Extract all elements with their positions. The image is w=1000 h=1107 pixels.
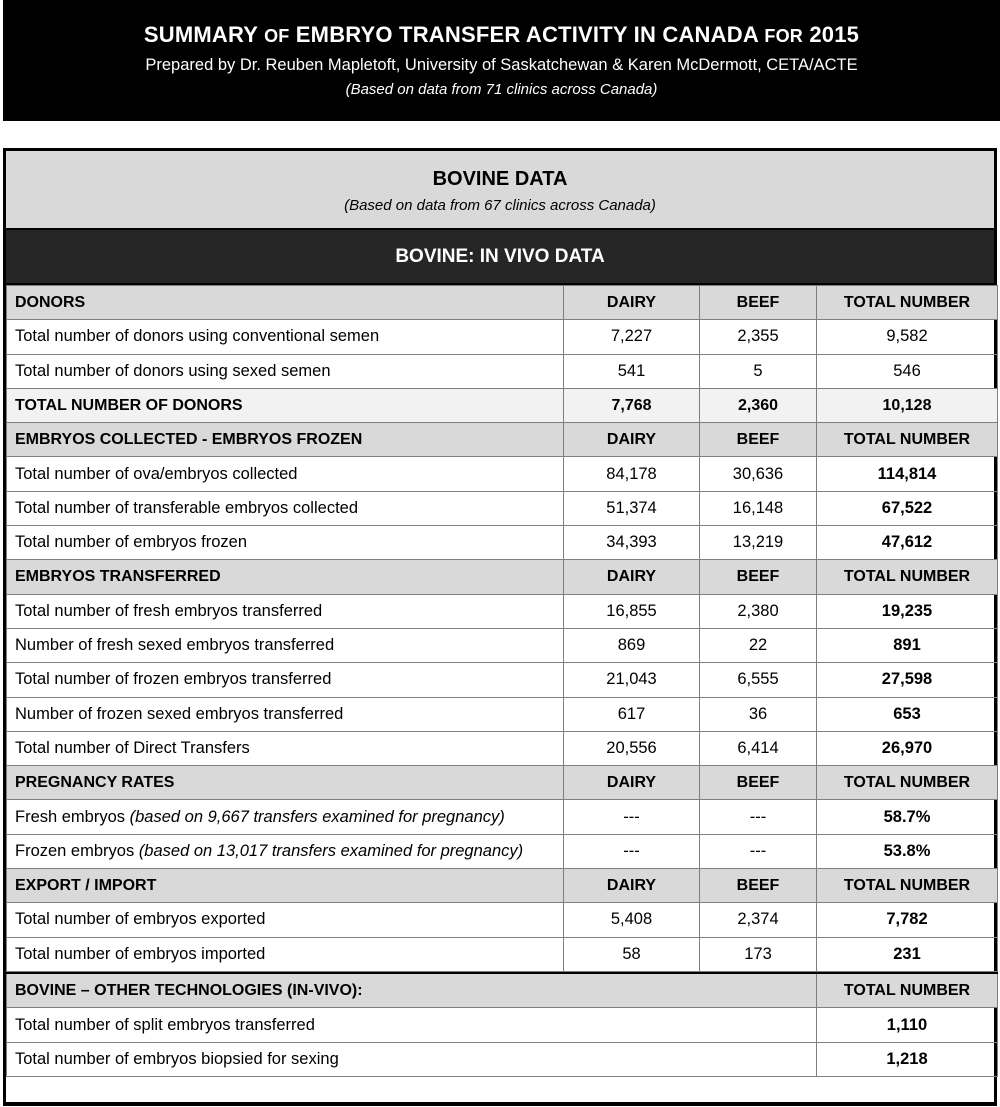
row-label: Total number of frozen embryos transferred: [7, 663, 564, 697]
in-vivo-subheader: BOVINE: IN VIVO DATA: [6, 230, 994, 285]
beef-value: 2,374: [700, 903, 817, 937]
row-label: Total number of embryos exported: [7, 903, 564, 937]
total-column-header: TOTAL NUMBER: [817, 560, 998, 594]
beef-value: ---: [700, 800, 817, 834]
dairy-column-header: DAIRY: [564, 766, 700, 800]
dairy-value: ---: [564, 834, 700, 868]
row-label: TOTAL NUMBER OF DONORS: [7, 388, 564, 422]
beef-value: 22: [700, 628, 817, 662]
donors-header-row: [7, 286, 998, 320]
row-label-text: Fresh embryos: [15, 807, 126, 826]
row-label: Total number of ova/embryos collected: [7, 457, 564, 491]
total-value: 1,218: [817, 1042, 998, 1076]
total-value: 1,110: [817, 1008, 998, 1042]
dairy-column-header: DAIRY: [564, 869, 700, 903]
total-value: 7,782: [817, 903, 998, 937]
dairy-column-header: DAIRY: [564, 560, 700, 594]
other-technologies-table: [6, 972, 998, 1077]
total-value: 891: [817, 628, 998, 662]
dairy-value: 541: [564, 354, 700, 388]
table-row: [7, 1042, 998, 1076]
dairy-column-header: DAIRY: [564, 286, 700, 320]
export-header-row: [7, 869, 998, 903]
total-value: 9,582: [817, 320, 998, 354]
dairy-value: 5,408: [564, 903, 700, 937]
beef-value: 6,555: [700, 663, 817, 697]
table-row: [7, 800, 998, 834]
page-subtitle: Prepared by Dr. Reuben Mapletoft, University of Saskatchewan & Karen McDermott, CETA/ACTE: [145, 56, 858, 74]
bovine-data-sheet: [3, 148, 997, 1106]
total-value: 67,522: [817, 491, 998, 525]
donors-header: DONORS: [7, 286, 564, 320]
table-row: [7, 320, 998, 354]
table-row: [7, 594, 998, 628]
in-vivo-table: [6, 285, 998, 972]
pregnancy-header: PREGNANCY RATES: [7, 766, 564, 800]
dairy-value: 21,043: [564, 663, 700, 697]
total-value: 546: [817, 354, 998, 388]
total-column-header: TOTAL NUMBER: [817, 766, 998, 800]
table-row: [7, 903, 998, 937]
table-row: [7, 457, 998, 491]
row-label: Total number of embryos frozen: [7, 526, 564, 560]
table-row: [7, 491, 998, 525]
total-column-header: TOTAL NUMBER: [817, 869, 998, 903]
beef-column-header: BEEF: [700, 869, 817, 903]
table-row: [7, 526, 998, 560]
dairy-value: 617: [564, 697, 700, 731]
dairy-value: 51,374: [564, 491, 700, 525]
table-row: [7, 354, 998, 388]
beef-value: 5: [700, 354, 817, 388]
row-label-note: (based on 13,017 transfers examined for pregnancy): [138, 841, 524, 860]
row-label: [7, 834, 564, 868]
table-row: [7, 628, 998, 662]
pregnancy-header-row: [7, 766, 998, 800]
total-value: 26,970: [817, 731, 998, 765]
total-value: 27,598: [817, 663, 998, 697]
dairy-value: 20,556: [564, 731, 700, 765]
beef-value: 2,355: [700, 320, 817, 354]
donors-total-row: [7, 388, 998, 422]
dairy-value: ---: [564, 800, 700, 834]
row-label: Total number of transferable embryos collected: [7, 491, 564, 525]
table-row: [7, 697, 998, 731]
total-value: 19,235: [817, 594, 998, 628]
row-label-note: (based on 9,667 transfers examined for pregnancy): [129, 807, 505, 826]
dairy-value: 869: [564, 628, 700, 662]
section-header: [6, 151, 994, 230]
table-row: [7, 731, 998, 765]
total-value: 653: [817, 697, 998, 731]
row-label: Total number of embryos imported: [7, 937, 564, 971]
page-note: (Based on data from 71 clinics across Canada): [345, 81, 658, 98]
total-value: 10,128: [817, 388, 998, 422]
other-header: BOVINE – OTHER TECHNOLOGIES (IN-VIVO):: [7, 973, 817, 1008]
total-value: 231: [817, 937, 998, 971]
beef-value: 30,636: [700, 457, 817, 491]
beef-value: 2,380: [700, 594, 817, 628]
total-value: 47,612: [817, 526, 998, 560]
dairy-column-header: DAIRY: [564, 423, 700, 457]
row-label: Total number of donors using conventional semen: [7, 320, 564, 354]
row-label: Total number of Direct Transfers: [7, 731, 564, 765]
row-label: Total number of embryos biopsied for sexing: [7, 1042, 817, 1076]
total-value: 114,814: [817, 457, 998, 491]
page-banner: [3, 0, 1000, 121]
section-title: BOVINE DATA: [432, 168, 568, 190]
dairy-value: 58: [564, 937, 700, 971]
beef-value: 13,219: [700, 526, 817, 560]
dairy-value: 34,393: [564, 526, 700, 560]
collected-header-row: [7, 423, 998, 457]
beef-value: 173: [700, 937, 817, 971]
row-label: [7, 800, 564, 834]
beef-column-header: BEEF: [700, 423, 817, 457]
beef-value: 36: [700, 697, 817, 731]
total-value: 53.8%: [817, 834, 998, 868]
dairy-value: 7,227: [564, 320, 700, 354]
section-note: (Based on data from 67 clinics across Canada): [344, 197, 656, 214]
beef-column-header: BEEF: [700, 286, 817, 320]
table-row: [7, 1008, 998, 1042]
beef-value: 6,414: [700, 731, 817, 765]
row-label: Number of frozen sexed embryos transferred: [7, 697, 564, 731]
beef-value: 16,148: [700, 491, 817, 525]
total-value: 58.7%: [817, 800, 998, 834]
beef-column-header: BEEF: [700, 766, 817, 800]
table-row: [7, 834, 998, 868]
total-column-header: TOTAL NUMBER: [817, 973, 998, 1008]
beef-value: 2,360: [700, 388, 817, 422]
collected-header: EMBRYOS COLLECTED - EMBRYOS FROZEN: [7, 423, 564, 457]
row-label: Number of fresh sexed embryos transferred: [7, 628, 564, 662]
transferred-header-row: [7, 560, 998, 594]
total-column-header: TOTAL NUMBER: [817, 286, 998, 320]
row-label-text: Frozen embryos: [15, 841, 135, 860]
transferred-header: EMBRYOS TRANSFERRED: [7, 560, 564, 594]
row-label: Total number of donors using sexed semen: [7, 354, 564, 388]
dairy-value: 16,855: [564, 594, 700, 628]
table-row: [7, 937, 998, 971]
export-header: EXPORT / IMPORT: [7, 869, 564, 903]
row-label: Total number of split embryos transferred: [7, 1008, 817, 1042]
table-row: [7, 663, 998, 697]
beef-column-header: BEEF: [700, 560, 817, 594]
total-column-header: TOTAL NUMBER: [817, 423, 998, 457]
beef-value: ---: [700, 834, 817, 868]
row-label: Total number of fresh embryos transferred: [7, 594, 564, 628]
dairy-value: 7,768: [564, 388, 700, 422]
dairy-value: 84,178: [564, 457, 700, 491]
other-header-row: [7, 973, 998, 1008]
page-title: SUMMARY OF EMBRYO TRANSFER ACTIVITY IN CANADA FOR 2015: [143, 22, 860, 47]
